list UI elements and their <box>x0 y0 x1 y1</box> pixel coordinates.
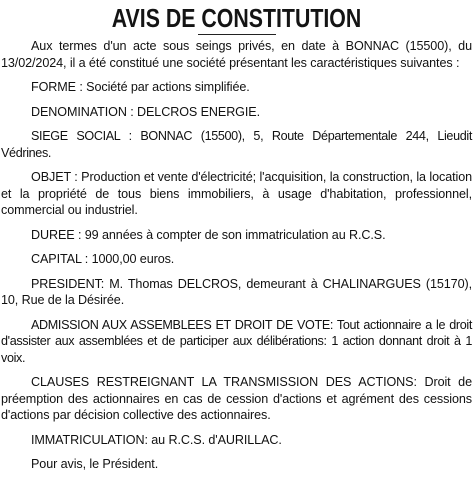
forme-paragraph: FORME : Société par actions simplifiée. <box>31 80 250 94</box>
title-underline <box>198 34 276 35</box>
notice-title: AVIS DE CONSTITUTION <box>111 3 362 33</box>
notice-body <box>1 38 472 473</box>
intro-paragraph: Aux termes d'un acte sous seings privés, en date à BONNAC (15500), du 13/02/2024, il a été constitué une société présentant les caractéristiques suivantes : <box>1 39 472 70</box>
immatriculation-paragraph: IMMATRICULATION: au R.C.S. d'AURILLAC. <box>31 432 282 447</box>
duree-paragraph: DUREE : 99 années à compter de son immatriculation au R.C.S. <box>31 227 386 242</box>
admission-paragraph: ADMISSION AUX ASSEMBLEES ET DROIT DE VOTE: Tout actionnaire a le droit d'assister aux assemblées et de participer aux délibérations: 1 action donnant droit à 1 voix. <box>1 317 472 365</box>
president-paragraph: PRESIDENT: M. Thomas DELCROS, demeurant à CHALINARGUES (15170), 10, Rue de la Désirée. <box>1 276 472 307</box>
clauses-paragraph: CLAUSES RESTREIGNANT LA TRANSMISSION DES ACTIONS: Droit de préemption des actionnaires en cas de cession d'actions et agrément des cessions d'actions par décision collective des actionnaires. <box>1 375 472 422</box>
denomination-paragraph: DENOMINATION : DELCROS ENERGIE. <box>31 104 260 119</box>
signature-paragraph: Pour avis, le Président. <box>31 457 159 471</box>
capital-paragraph: CAPITAL : 1000,00 euros. <box>31 252 175 266</box>
objet-paragraph: OBJET : Production et vente d'électricité; l'acquisition, la construction, la location et la propriété de tous biens immobiliers, à usage d'habitation, professionnel, commercial ou industriel. <box>1 170 472 217</box>
siege-social-paragraph: SIEGE SOCIAL : BONNAC (15500), 5, Route Départementale 244, Lieudit Védrines. <box>1 129 472 160</box>
